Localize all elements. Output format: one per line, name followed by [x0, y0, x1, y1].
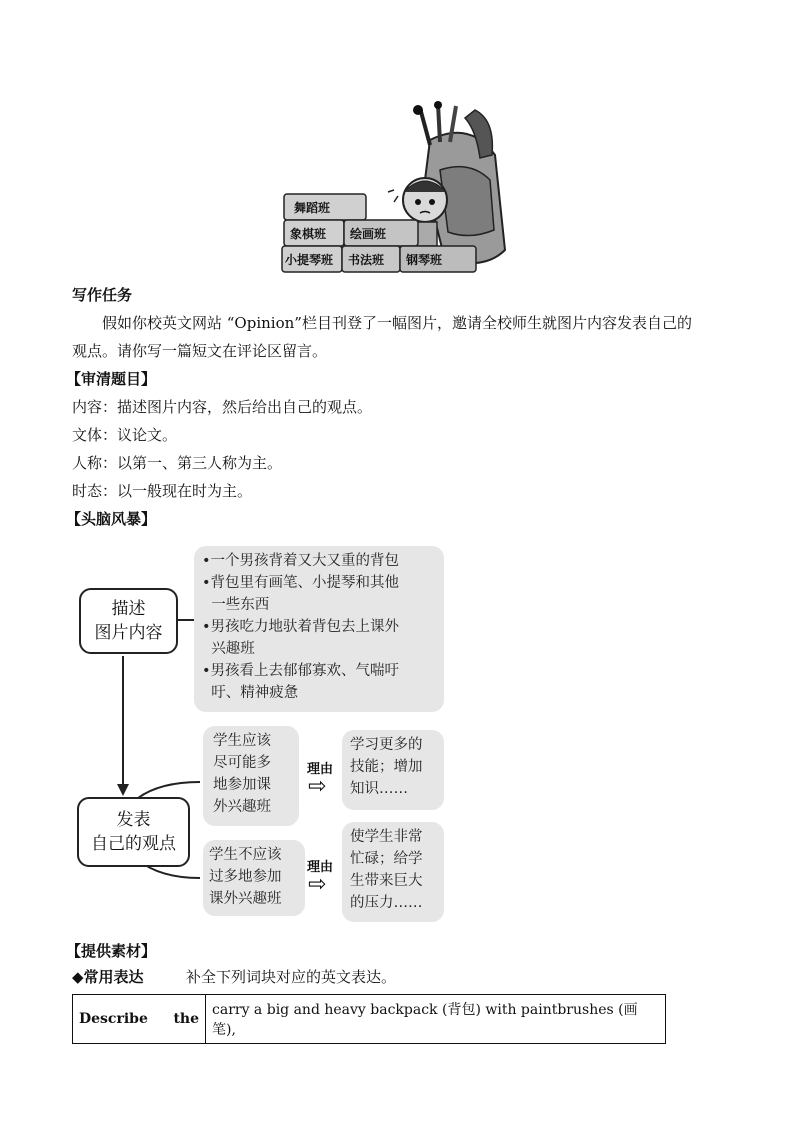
book-label: 书法班 — [348, 253, 385, 267]
review-item-content: 内容：描述图片内容，然后给出自己的观点。 — [72, 398, 373, 416]
table-cell-topic — [73, 995, 206, 1044]
describe-point: 兴趣班 — [202, 641, 255, 657]
expressions-subheading: ◆常用表达 — [72, 968, 144, 986]
node-opinion-line2: 自己的观点 — [91, 834, 176, 854]
reason-yes-line: 学习更多的 — [350, 737, 423, 753]
opinion-no-box — [203, 840, 305, 916]
node-express-opinion — [77, 797, 190, 867]
reason-label-no: 理由 — [307, 860, 334, 875]
book-label: 舞蹈班 — [294, 201, 331, 215]
book-label: 象棋班 — [290, 227, 327, 241]
review-item-person: 人称：以第一、第三人称为主。 — [72, 454, 283, 472]
opinion-yes-line: 学生应该 — [213, 733, 271, 749]
reason-no-box — [342, 822, 444, 922]
review-item-tense: 时态：以一般现在时为主。 — [72, 482, 253, 500]
node-describe-picture — [79, 588, 178, 654]
expressions-instruction: 补全下列词块对应的英文表达。 — [186, 968, 397, 986]
describe-point: •背包里有画笔、小提琴和其他 — [202, 575, 400, 591]
describe-point: 一些东西 — [202, 597, 270, 613]
reason-no-line: 生带来巨大 — [350, 873, 423, 889]
book-label: 钢琴班 — [406, 253, 443, 267]
opinion-yes-line: 尽可能多 — [213, 755, 271, 771]
opinion-yes-line: 地参加课 — [213, 777, 271, 793]
expressions-table — [72, 994, 666, 1044]
node-describe-line1: 描述 — [111, 599, 146, 619]
reason-yes-line: 知识…… — [350, 781, 408, 797]
describe-points-box — [194, 546, 444, 712]
arrow-right-icon: ⇨ — [308, 872, 327, 897]
table-cell-word: Describe — [79, 1011, 148, 1027]
reason-label-yes: 理由 — [307, 762, 334, 777]
task-heading: 写作任务 — [72, 286, 133, 304]
review-item-genre: 文体：议论文。 — [72, 426, 178, 444]
reason-no-line: 使学生非常 — [350, 829, 423, 845]
reason-yes-line: 技能；增加 — [350, 759, 423, 775]
opinion-yes-box — [203, 726, 299, 826]
opinion-no-line: 学生不应该 — [209, 847, 282, 863]
describe-point: •一个男孩背着又大又重的背包 — [202, 553, 400, 569]
book-label: 小提琴班 — [285, 253, 334, 267]
task-paragraph-line1: 假如你校英文网站 “Opinion”栏目刊登了一幅图片，邀请全校师生就图片内容发表自己的 — [102, 314, 692, 332]
arrow-right-icon: ⇨ — [308, 774, 327, 799]
node-describe-line2: 图片内容 — [94, 623, 163, 643]
describe-point: •男孩看上去郁郁寡欢、气喘吁 — [202, 663, 400, 679]
cartoon-illustration — [280, 100, 520, 275]
reason-no-line: 忙碌；给学 — [350, 851, 423, 867]
reason-yes-box — [342, 730, 444, 810]
node-opinion-line1: 发表 — [116, 810, 151, 830]
material-heading: 【提供素材】 — [66, 942, 157, 960]
table-cell-word: the — [173, 1011, 199, 1027]
describe-point: •男孩吃力地驮着背包去上课外 — [202, 619, 400, 635]
task-paragraph-line2: 观点。请你写一篇短文在评论区留言。 — [72, 342, 328, 360]
opinion-no-line: 过多地参加 — [209, 869, 282, 885]
opinion-no-line: 课外兴趣班 — [209, 891, 282, 907]
reason-no-line: 的压力…… — [350, 895, 423, 911]
book-label: 绘画班 — [350, 227, 387, 241]
table-cell-expression: carry a big and heavy backpack (背包) with paintbrushes (画笔), — [206, 995, 666, 1044]
review-heading: 【审清题目】 — [66, 370, 157, 388]
brainstorm-heading: 【头脑风暴】 — [66, 510, 157, 528]
opinion-yes-line: 外兴趣班 — [213, 799, 271, 815]
table-row — [73, 995, 666, 1044]
describe-point: 吁、精神疲惫 — [202, 685, 299, 701]
